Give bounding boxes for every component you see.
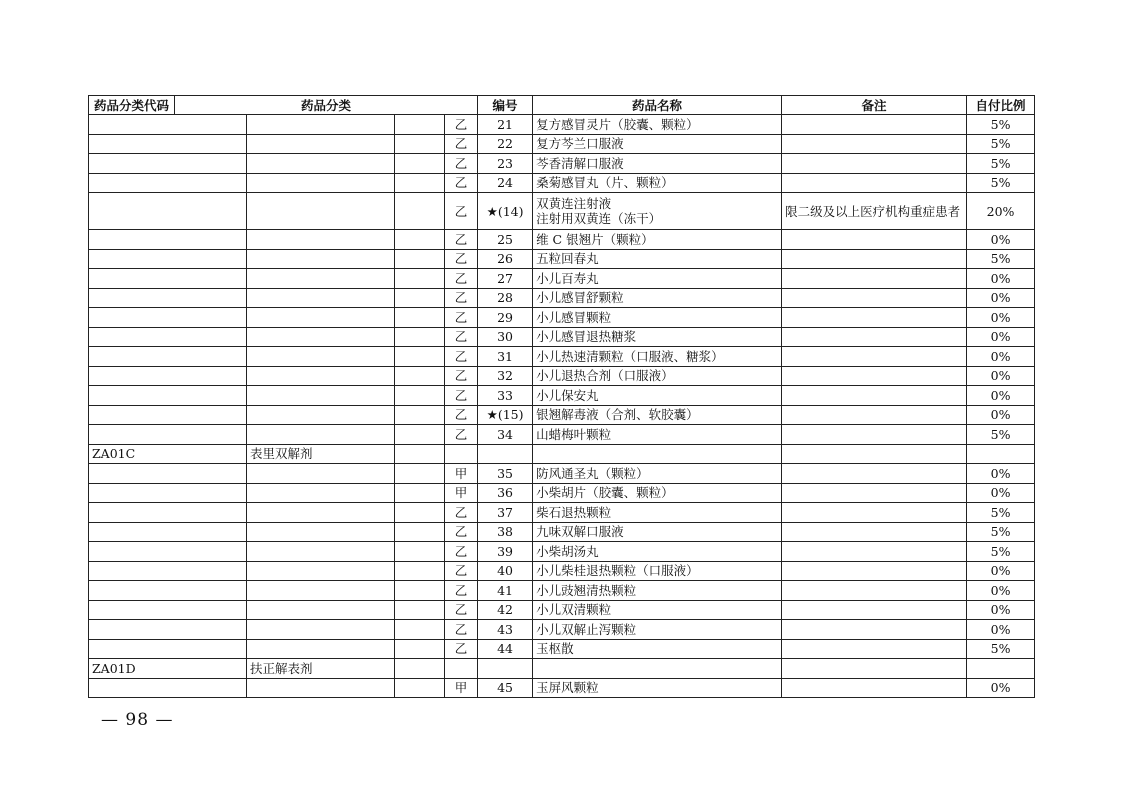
number-cell: 36 [478,483,533,503]
category-cell [247,366,395,386]
drug-name-cell: 小儿感冒颗粒 [533,308,782,328]
ratio-cell: 0% [967,405,1035,425]
category-cell [247,154,395,174]
category-cell [247,327,395,347]
code-cell [89,193,247,230]
ratio-cell: 5% [967,173,1035,193]
ratio-cell: 0% [967,600,1035,620]
spacer-cell [395,327,445,347]
spacer-cell [395,678,445,698]
category-cell [247,288,395,308]
ratio-cell [967,659,1035,679]
category-cell [247,542,395,562]
drug-name-line: 双黄连注射液 [536,196,612,211]
spacer-cell [395,230,445,250]
header-name: 药品名称 [533,96,782,115]
remark-cell [782,134,967,154]
drug-name-cell [533,193,782,230]
number-cell: ★(15) [478,405,533,425]
remark-cell [782,308,967,328]
code-cell [89,405,247,425]
table-row [89,249,1035,269]
grade-cell: 乙 [445,230,478,250]
code-cell [89,522,247,542]
remark-cell [782,522,967,542]
number-cell: 42 [478,600,533,620]
category-cell [247,620,395,640]
drug-name-cell: 五粒回春丸 [533,249,782,269]
grade-cell: 甲 [445,464,478,484]
code-cell [89,154,247,174]
number-cell: 26 [478,249,533,269]
spacer-cell [395,600,445,620]
table-row [89,288,1035,308]
drug-name-cell [533,444,782,464]
category-cell [247,230,395,250]
category-cell [247,425,395,445]
category-cell [247,386,395,406]
category-row [89,444,1035,464]
code-cell [89,386,247,406]
spacer-cell [395,581,445,601]
category-cell [247,405,395,425]
ratio-cell: 5% [967,249,1035,269]
code-cell [89,366,247,386]
ratio-cell: 5% [967,503,1035,523]
category-cell [247,308,395,328]
number-cell: 34 [478,425,533,445]
category-cell [247,678,395,698]
ratio-cell: 0% [967,288,1035,308]
remark-cell [782,600,967,620]
table-row [89,173,1035,193]
table-row [89,620,1035,640]
code-cell [89,561,247,581]
grade-cell: 乙 [445,249,478,269]
code-cell [89,308,247,328]
category-cell [247,173,395,193]
spacer-cell [395,288,445,308]
number-cell: 28 [478,288,533,308]
code-cell [89,327,247,347]
ratio-cell [967,444,1035,464]
drug-name-cell: 小儿感冒退热糖浆 [533,327,782,347]
spacer-cell [395,115,445,135]
ratio-cell: 5% [967,542,1035,562]
spacer-cell [395,405,445,425]
drug-name-cell: 小儿感冒舒颗粒 [533,288,782,308]
remark-cell [782,288,967,308]
remark-cell [782,581,967,601]
code-cell [89,464,247,484]
ratio-cell: 20% [967,193,1035,230]
ratio-cell: 0% [967,308,1035,328]
grade-cell: 乙 [445,366,478,386]
remark-cell [782,249,967,269]
remark-cell [782,173,967,193]
ratio-cell: 0% [967,483,1035,503]
number-cell: 27 [478,269,533,289]
remark-cell [782,639,967,659]
header-ratio: 自付比例 [967,96,1035,115]
grade-cell: 乙 [445,581,478,601]
drug-name-cell: 小儿豉翘清热颗粒 [533,581,782,601]
category-cell [247,581,395,601]
table-row [89,405,1035,425]
spacer-cell [395,193,445,230]
grade-cell: 乙 [445,639,478,659]
ratio-cell: 0% [967,464,1035,484]
table-row [89,193,1035,230]
spacer-cell [395,173,445,193]
number-cell: 41 [478,581,533,601]
drug-name-cell: 银翘解毒液（合剂、软胶囊） [533,405,782,425]
ratio-cell: 0% [967,561,1035,581]
number-cell: 29 [478,308,533,328]
number-cell: 22 [478,134,533,154]
drug-name-cell: 芩香清解口服液 [533,154,782,174]
code-cell [89,542,247,562]
spacer-cell [395,347,445,367]
spacer-cell [395,542,445,562]
remark-cell [782,620,967,640]
code-cell [89,134,247,154]
table-row [89,154,1035,174]
grade-cell: 乙 [445,173,478,193]
table-row [89,366,1035,386]
grade-cell: 乙 [445,620,478,640]
number-cell: 35 [478,464,533,484]
header-category: 药品分类 [175,96,478,115]
number-cell: 23 [478,154,533,174]
table-row [89,230,1035,250]
table-row [89,542,1035,562]
header-code: 药品分类代码 [89,96,175,115]
drug-name-cell: 柴石退热颗粒 [533,503,782,523]
drug-name-cell: 小柴胡片（胶囊、颗粒） [533,483,782,503]
number-cell [478,659,533,679]
table-row [89,347,1035,367]
drug-name-cell: 小儿双解止泻颗粒 [533,620,782,640]
drug-name-cell: 防风通圣丸（颗粒） [533,464,782,484]
table-row [89,503,1035,523]
number-cell: 39 [478,542,533,562]
grade-cell [445,444,478,464]
ratio-cell: 5% [967,425,1035,445]
ratio-cell: 0% [967,581,1035,601]
grade-cell: 乙 [445,405,478,425]
grade-cell: 乙 [445,269,478,289]
category-cell: 表里双解剂 [247,444,395,464]
ratio-cell: 0% [967,386,1035,406]
table-row [89,483,1035,503]
code-cell [89,581,247,601]
header-remark: 备注 [782,96,967,115]
remark-cell [782,327,967,347]
code-cell: ZA01D [89,659,247,679]
code-cell [89,483,247,503]
remark-cell: 限二级及以上医疗机构重症患者 [782,193,967,230]
spacer-cell [395,269,445,289]
grade-cell: 甲 [445,678,478,698]
drug-name-cell: 玉屏风颗粒 [533,678,782,698]
spacer-cell [395,620,445,640]
remark-cell [782,561,967,581]
number-cell: 43 [478,620,533,640]
table-row [89,464,1035,484]
drug-name-cell: 山蜡梅叶颗粒 [533,425,782,445]
drug-name-cell [533,659,782,679]
table-row [89,639,1035,659]
grade-cell: 乙 [445,308,478,328]
number-cell: 25 [478,230,533,250]
page-number: — 98 — [101,710,174,730]
category-cell [247,134,395,154]
category-cell [247,193,395,230]
remark-cell [782,483,967,503]
grade-cell: 乙 [445,115,478,135]
spacer-cell [395,639,445,659]
table-row [89,678,1035,698]
table-row [89,115,1035,135]
category-cell [247,464,395,484]
code-cell [89,347,247,367]
ratio-cell: 5% [967,639,1035,659]
number-cell [478,444,533,464]
category-cell: 扶正解表剂 [247,659,395,679]
ratio-cell: 0% [967,230,1035,250]
spacer-cell [395,134,445,154]
drug-name-cell: 小儿保安丸 [533,386,782,406]
number-cell: 45 [478,678,533,698]
number-cell: 21 [478,115,533,135]
ratio-cell: 5% [967,134,1035,154]
spacer-cell [395,444,445,464]
grade-cell: 乙 [445,503,478,523]
remark-cell [782,230,967,250]
spacer-cell [395,483,445,503]
drug-name-cell: 小儿柴桂退热颗粒（口服液） [533,561,782,581]
drug-name-cell: 九味双解口服液 [533,522,782,542]
remark-cell [782,405,967,425]
number-cell: 44 [478,639,533,659]
category-cell [247,347,395,367]
grade-cell: 乙 [445,600,478,620]
header-number: 编号 [478,96,533,115]
remark-cell [782,347,967,367]
drug-name-cell: 小儿双清颗粒 [533,600,782,620]
table-row [89,425,1035,445]
category-cell [247,503,395,523]
table-row [89,269,1035,289]
spacer-cell [395,366,445,386]
category-row [89,659,1035,679]
code-cell [89,678,247,698]
table-row [89,581,1035,601]
table-row [89,561,1035,581]
ratio-cell: 0% [967,620,1035,640]
category-cell [247,249,395,269]
remark-cell [782,154,967,174]
spacer-cell [395,386,445,406]
spacer-cell [395,308,445,328]
drug-name-cell: 小儿百寿丸 [533,269,782,289]
drug-name-cell: 桑菊感冒丸（片、颗粒） [533,173,782,193]
number-cell: 38 [478,522,533,542]
number-cell: 31 [478,347,533,367]
category-cell [247,269,395,289]
remark-cell [782,678,967,698]
code-cell [89,173,247,193]
number-cell: 40 [478,561,533,581]
code-cell: ZA01C [89,444,247,464]
grade-cell: 甲 [445,483,478,503]
table-body [89,115,1035,698]
remark-cell [782,542,967,562]
spacer-cell [395,425,445,445]
ratio-cell: 0% [967,347,1035,367]
spacer-cell [395,522,445,542]
remark-cell [782,464,967,484]
code-cell [89,503,247,523]
grade-cell [445,659,478,679]
grade-cell: 乙 [445,154,478,174]
number-cell: 37 [478,503,533,523]
category-cell [247,483,395,503]
grade-cell: 乙 [445,386,478,406]
category-cell [247,600,395,620]
remark-cell [782,444,967,464]
table-row [89,522,1035,542]
ratio-cell: 0% [967,327,1035,347]
drug-name-cell: 维 C 银翘片（颗粒） [533,230,782,250]
ratio-cell: 0% [967,678,1035,698]
number-cell: 32 [478,366,533,386]
remark-cell [782,659,967,679]
code-cell [89,620,247,640]
grade-cell: 乙 [445,522,478,542]
grade-cell: 乙 [445,347,478,367]
spacer-cell [395,154,445,174]
grade-cell: 乙 [445,134,478,154]
code-cell [89,425,247,445]
drug-name-cell: 小儿热速清颗粒（口服液、糖浆） [533,347,782,367]
number-cell: ★(14) [478,193,533,230]
number-cell: 24 [478,173,533,193]
category-cell [247,522,395,542]
remark-cell [782,503,967,523]
table-row [89,600,1035,620]
code-cell [89,230,247,250]
grade-cell: 乙 [445,561,478,581]
table-row [89,134,1035,154]
drug-name-line: 注射用双黄连（冻干） [536,211,662,226]
table-row [89,386,1035,406]
table-row [89,327,1035,347]
drug-catalog-table [88,95,1035,698]
remark-cell [782,425,967,445]
remark-cell [782,269,967,289]
spacer-cell [395,464,445,484]
drug-name-cell: 小柴胡汤丸 [533,542,782,562]
ratio-cell: 5% [967,115,1035,135]
spacer-cell [395,659,445,679]
ratio-cell: 5% [967,154,1035,174]
category-cell [247,115,395,135]
number-cell: 33 [478,386,533,406]
remark-cell [782,115,967,135]
category-cell [247,639,395,659]
drug-name-cell: 小儿退热合剂（口服液） [533,366,782,386]
code-cell [89,288,247,308]
code-cell [89,639,247,659]
drug-name-cell: 玉枢散 [533,639,782,659]
code-cell [89,269,247,289]
remark-cell [782,366,967,386]
table-row [89,308,1035,328]
grade-cell: 乙 [445,425,478,445]
drug-name-cell: 复方感冒灵片（胶囊、颗粒） [533,115,782,135]
grade-cell: 乙 [445,542,478,562]
spacer-cell [395,249,445,269]
number-cell: 30 [478,327,533,347]
drug-name-cell: 复方芩兰口服液 [533,134,782,154]
grade-cell: 乙 [445,288,478,308]
ratio-cell: 0% [967,366,1035,386]
spacer-cell [395,503,445,523]
code-cell [89,600,247,620]
grade-cell: 乙 [445,327,478,347]
code-cell [89,249,247,269]
category-cell [247,561,395,581]
remark-cell [782,386,967,406]
grade-cell: 乙 [445,193,478,230]
table-header-row [89,96,1035,115]
ratio-cell: 0% [967,269,1035,289]
code-cell [89,115,247,135]
ratio-cell: 5% [967,522,1035,542]
spacer-cell [395,561,445,581]
